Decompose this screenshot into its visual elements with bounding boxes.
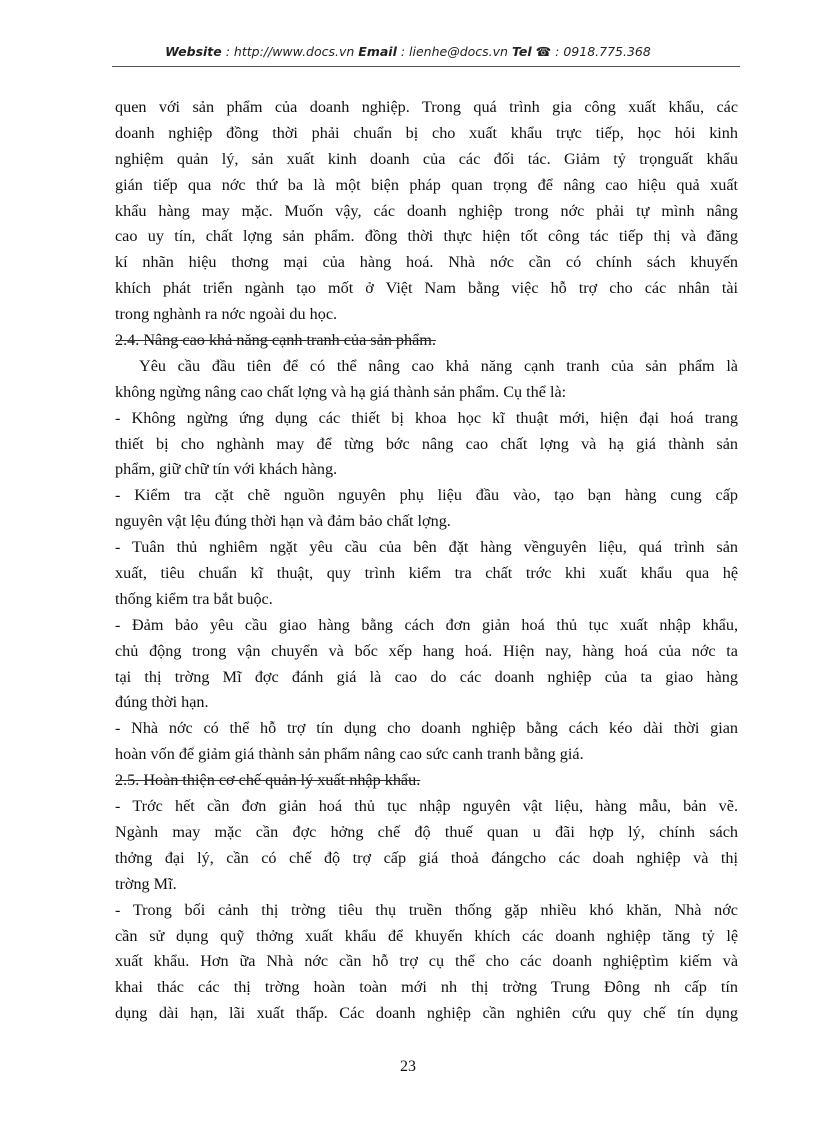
text-line: trờng Mĩ.: [115, 874, 177, 893]
text-line: hoàn vốn để giảm giá thành sản phẩm nâng cao sức canh tranh bằng giá.: [115, 745, 584, 764]
text-line: - Nhà nớc có thể hỗ trợ tín dụng cho doanh nghiệp bằng cách kéo dài thời gian: [115, 719, 738, 738]
text-line: thống kiểm tra bắt buộc.: [115, 589, 273, 608]
text-line: thởng đại lý, cần có chế độ trợ cấp giá thoả đángcho các doah nghiệp và thị: [115, 848, 738, 867]
text-line: thiết bị cho nghành may để từng bớc nâng cao chất lợng và hạ giá thành sản: [115, 434, 738, 453]
text-line: chủ động trong vận chuyển và bốc xếp hang hoá. Hiện nay, hàng hoá của nớc ta: [115, 641, 738, 660]
page-number: 23: [400, 1058, 416, 1075]
phone-icon: ☎: [535, 44, 552, 59]
text-line: doanh nghiệp đồng thời phải chuẩn bị cho xuất khẩu trực tiếp, học hỏi kinh: [115, 123, 738, 142]
phone-number: : 0918.775.368: [551, 44, 651, 59]
text-line: - Trong bối cảnh thị trờng tiêu thụ truền thống gặp nhiều khó khăn, Nhà nớc: [115, 900, 738, 919]
text-line: kí nhãn hiệu thơng mại của hàng hoá. Nhà nớc cần có chính sách khuyến: [115, 253, 738, 272]
text-line: - Đảm bảo yêu cầu giao hàng bằng cách đơn giản hoá thủ tục xuất nhập khẩu,: [115, 615, 738, 634]
text-line: khẩu hàng may mặc. Muốn vậy, các doanh nghiệp trong nớc phải tự mình nâng: [115, 201, 738, 220]
text-line: xuất, tiêu chuẩn kĩ thuật, quy trình kiểm tra chất trớc khi xuất khẩu qua hệ: [115, 564, 738, 583]
header-divider: [112, 66, 740, 67]
text-line: cần sử dụng quỹ thởng xuất khẩu để khuyến khích các doanh nghiệp tăng tỷ lệ: [115, 926, 738, 945]
text-line: khai thác các thị trờng hoàn toàn mới nh thị trờng Trung Đông nh cấp tín: [115, 978, 738, 997]
website-label: Website: [165, 44, 222, 59]
text-line: cao uy tín, chất lợng sản phẩm. đồng thời thực hiện tốt công tác tiếp thị và đăng: [115, 227, 738, 246]
section-heading-2-5: 2.5. Hoàn thiện cơ chế quản lý xuất nhập khẩu.: [115, 771, 421, 790]
text-line: nguyên vật lệu đúng thời hạn và đảm bảo chất lợng.: [115, 512, 451, 531]
text-line: phẩm, giữ chữ tín với khách hàng.: [115, 460, 338, 479]
text-line: tại thị trờng Mĩ đợc đánh giá là cao do các doanh nghiệp của ta giao hàng: [115, 667, 738, 686]
text-line: gián tiếp qua nớc thứ ba là một biện pháp quan trọng để nâng cao hiệu quả xuất: [115, 175, 738, 194]
text-line: - Không ngừng ứng dụng các thiết bị khoa học kĩ thuật mới, hiện đại hoá trang: [115, 408, 738, 427]
text-line: đúng thời hạn.: [115, 693, 209, 712]
text-line: - Trớc hết cần đơn giản hoá thủ tục nhập nguyên vật liệu, hàng mẫu, bản vẽ.: [115, 797, 738, 816]
page-header: [60, 44, 756, 59]
text-line: - Kiểm tra cặt chẽ nguồn nguyên phụ liệu đầu vào, tạo bạn hàng cung cấp: [115, 486, 738, 505]
website-url: : http://www.docs.vn: [221, 44, 359, 59]
text-line: quen với sản phẩm của doanh nghiệp. Trong quá trình gia công xuất khẩu, các: [115, 98, 738, 116]
body-text: [115, 95, 738, 1027]
text-line: trong nghành ra nớc ngoài du học.: [115, 305, 338, 324]
text-line: Ngành may mặc cần đợc hởng chế độ thuế quan u đãi hợp lý, chính sách: [115, 822, 738, 841]
text-line: - Tuân thủ nghiêm ngặt yêu cầu của bên đặt hàng vềnguyên liệu, quá trình sản: [115, 538, 738, 557]
text-line: nghiệm quản lý, sản xuất kinh doanh của các đối tác. Giảm tỷ trọnguất khẩu: [115, 149, 738, 168]
email-address: : lienhe@docs.vn: [396, 44, 512, 59]
text-line: dụng dài hạn, lãi xuất thấp. Các doanh nghiệp cần nghiên cứu quy chế tín dụng: [115, 1004, 738, 1023]
text-line: Yêu cầu đầu tiên để có thể nâng cao khả năng cạnh tranh của sản phẩm là: [139, 356, 738, 375]
text-line: khích phát triển ngành tạo mốt ở Việt Nam bằng việc hỗ trợ cho các nhân tài: [115, 279, 738, 298]
text-line: không ngừng nâng cao chất lợng và hạ giá thành sản phẩm. Cụ thể là:: [115, 382, 567, 401]
text-line: xuất khẩu. Hơn ữa Nhà nớc cần hỗ trợ cụ thể cho các doanh nghiệptìm kiếm và: [115, 952, 738, 971]
email-label: Email: [358, 44, 397, 59]
section-heading-2-4: 2.4. Nâng cao khả năng cạnh tranh của sản phẩm.: [115, 331, 436, 350]
tel-label: Tel: [511, 44, 532, 59]
